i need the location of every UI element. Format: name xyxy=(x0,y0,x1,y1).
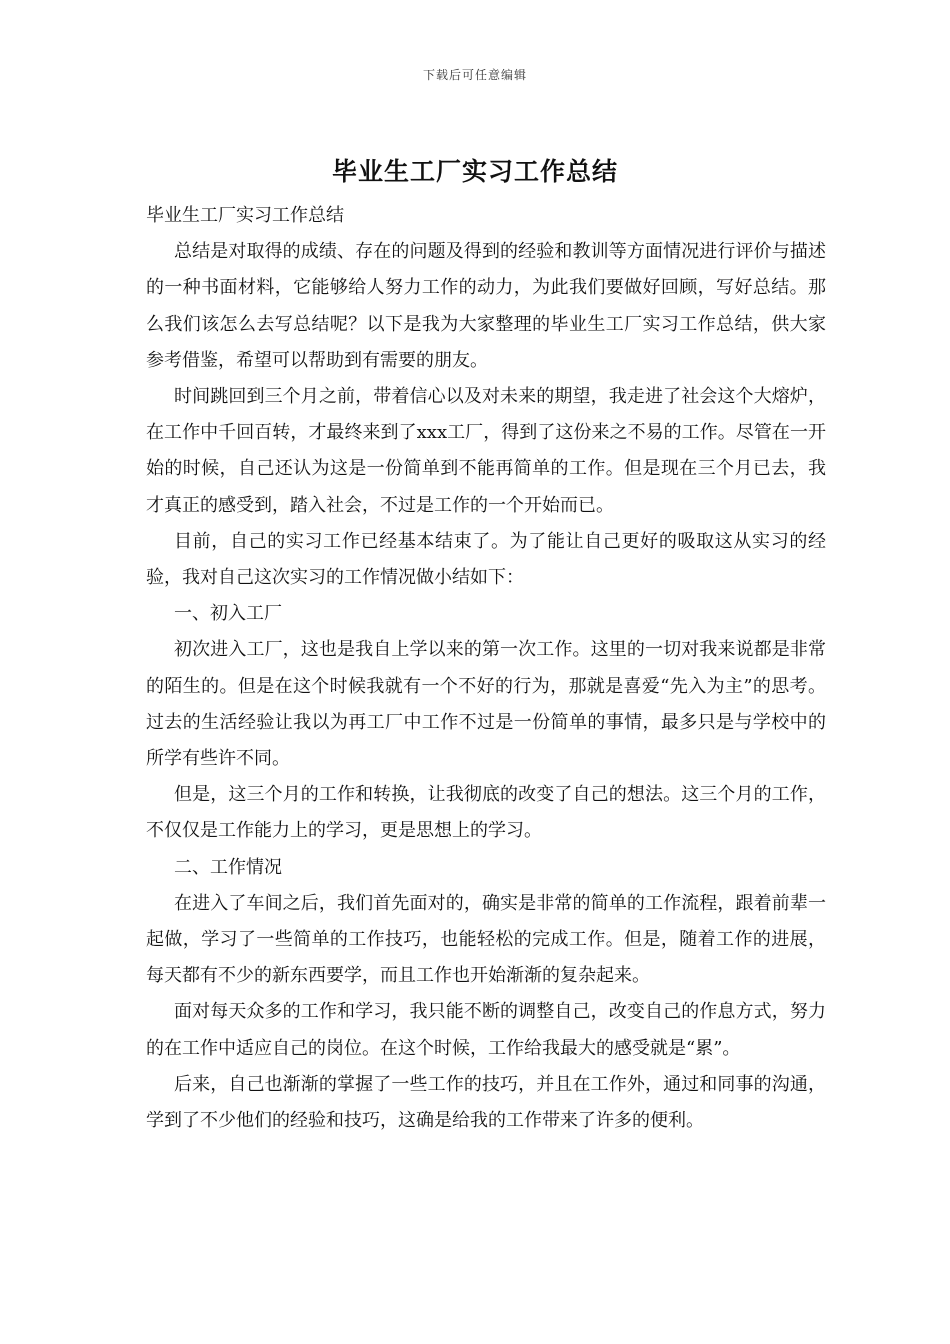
paragraph-entering-factory: 初次进入工厂，这也是我自上学以来的第一次工作。这里的一切对我来说都是非常的陌生的。但是在这个时候我就有一个不好的行为，那就是喜爱“先入为主”的思考。过去的生活经验让我以为再工厂中工作不过是一份简单的事情，最多只是与学校中的所学有些许不同。 xyxy=(146,639,826,770)
paragraph-background: 时间跳回到三个月之前，带着信心以及对未来的期望，我走进了社会这个大熔炉，在工作中千回百转，才最终来到了xxx工厂，得到了这份来之不易的工作。尽管在一开始的时候，自己还认为这是一份简单到不能再简单的工作。但是现在三个月已去，我才真正的感受到，踏入社会，不过是工作的一个开始而已。 xyxy=(146,386,826,516)
paragraph-intro: 总结是对取得的成绩、存在的问题及得到的经验和教训等方面情况进行评价与描述的一种书面材料，它能够给人努力工作的动力，为此我们要做好回顾，写好总结。那么我们该怎么去写总结呢？以下是我为大家整理的毕业生工厂实习工作总结，供大家参考借鉴，希望可以帮助到有需要的朋友。 xyxy=(146,241,826,371)
header-note: 下载后可任意编辑 xyxy=(422,68,527,82)
document-body xyxy=(146,198,826,1139)
paragraph-adjusting: 面对每天众多的工作和学习，我只能不断的调整自己，改变自己的作息方式，努力的在工作中适应自己的岗位。在这个时候，工作给我最大的感受就是“累”。 xyxy=(146,1001,826,1059)
document-title: 毕业生工厂实习工作总结 xyxy=(331,157,618,186)
section-heading-1: 一、初入工厂 xyxy=(174,603,282,625)
paragraph-skills: 后来，自己也渐渐的掌握了一些工作的技巧，并且在工作外，通过和同事的沟通，学到了不少他们的经验和技巧，这确是给我的工作带来了许多的便利。 xyxy=(146,1073,826,1132)
paragraph-change: 但是，这三个月的工作和转换，让我彻底的改变了自己的想法。这三个月的工作，不仅仅是工作能力上的学习，更是思想上的学习。 xyxy=(146,784,826,842)
paragraph-workshop: 在进入了车间之后，我们首先面对的，确实是非常的简单的工作流程，跟着前辈一起做，学习了一些简单的工作技巧，也能轻松的完成工作。但是，随着工作的进展，每天都有不少的新东西要学，而且工作也开始渐渐的复杂起来。 xyxy=(146,892,826,987)
paragraph-subtitle: 毕业生工厂实习工作总结 xyxy=(146,205,344,226)
paragraph-summary-lead: 目前，自己的实习工作已经基本结束了。为了能让自己更好的吸取这从实习的经验，我对自己这次实习的工作情况做小结如下： xyxy=(146,530,826,589)
section-heading-2: 二、工作情况 xyxy=(174,856,282,878)
